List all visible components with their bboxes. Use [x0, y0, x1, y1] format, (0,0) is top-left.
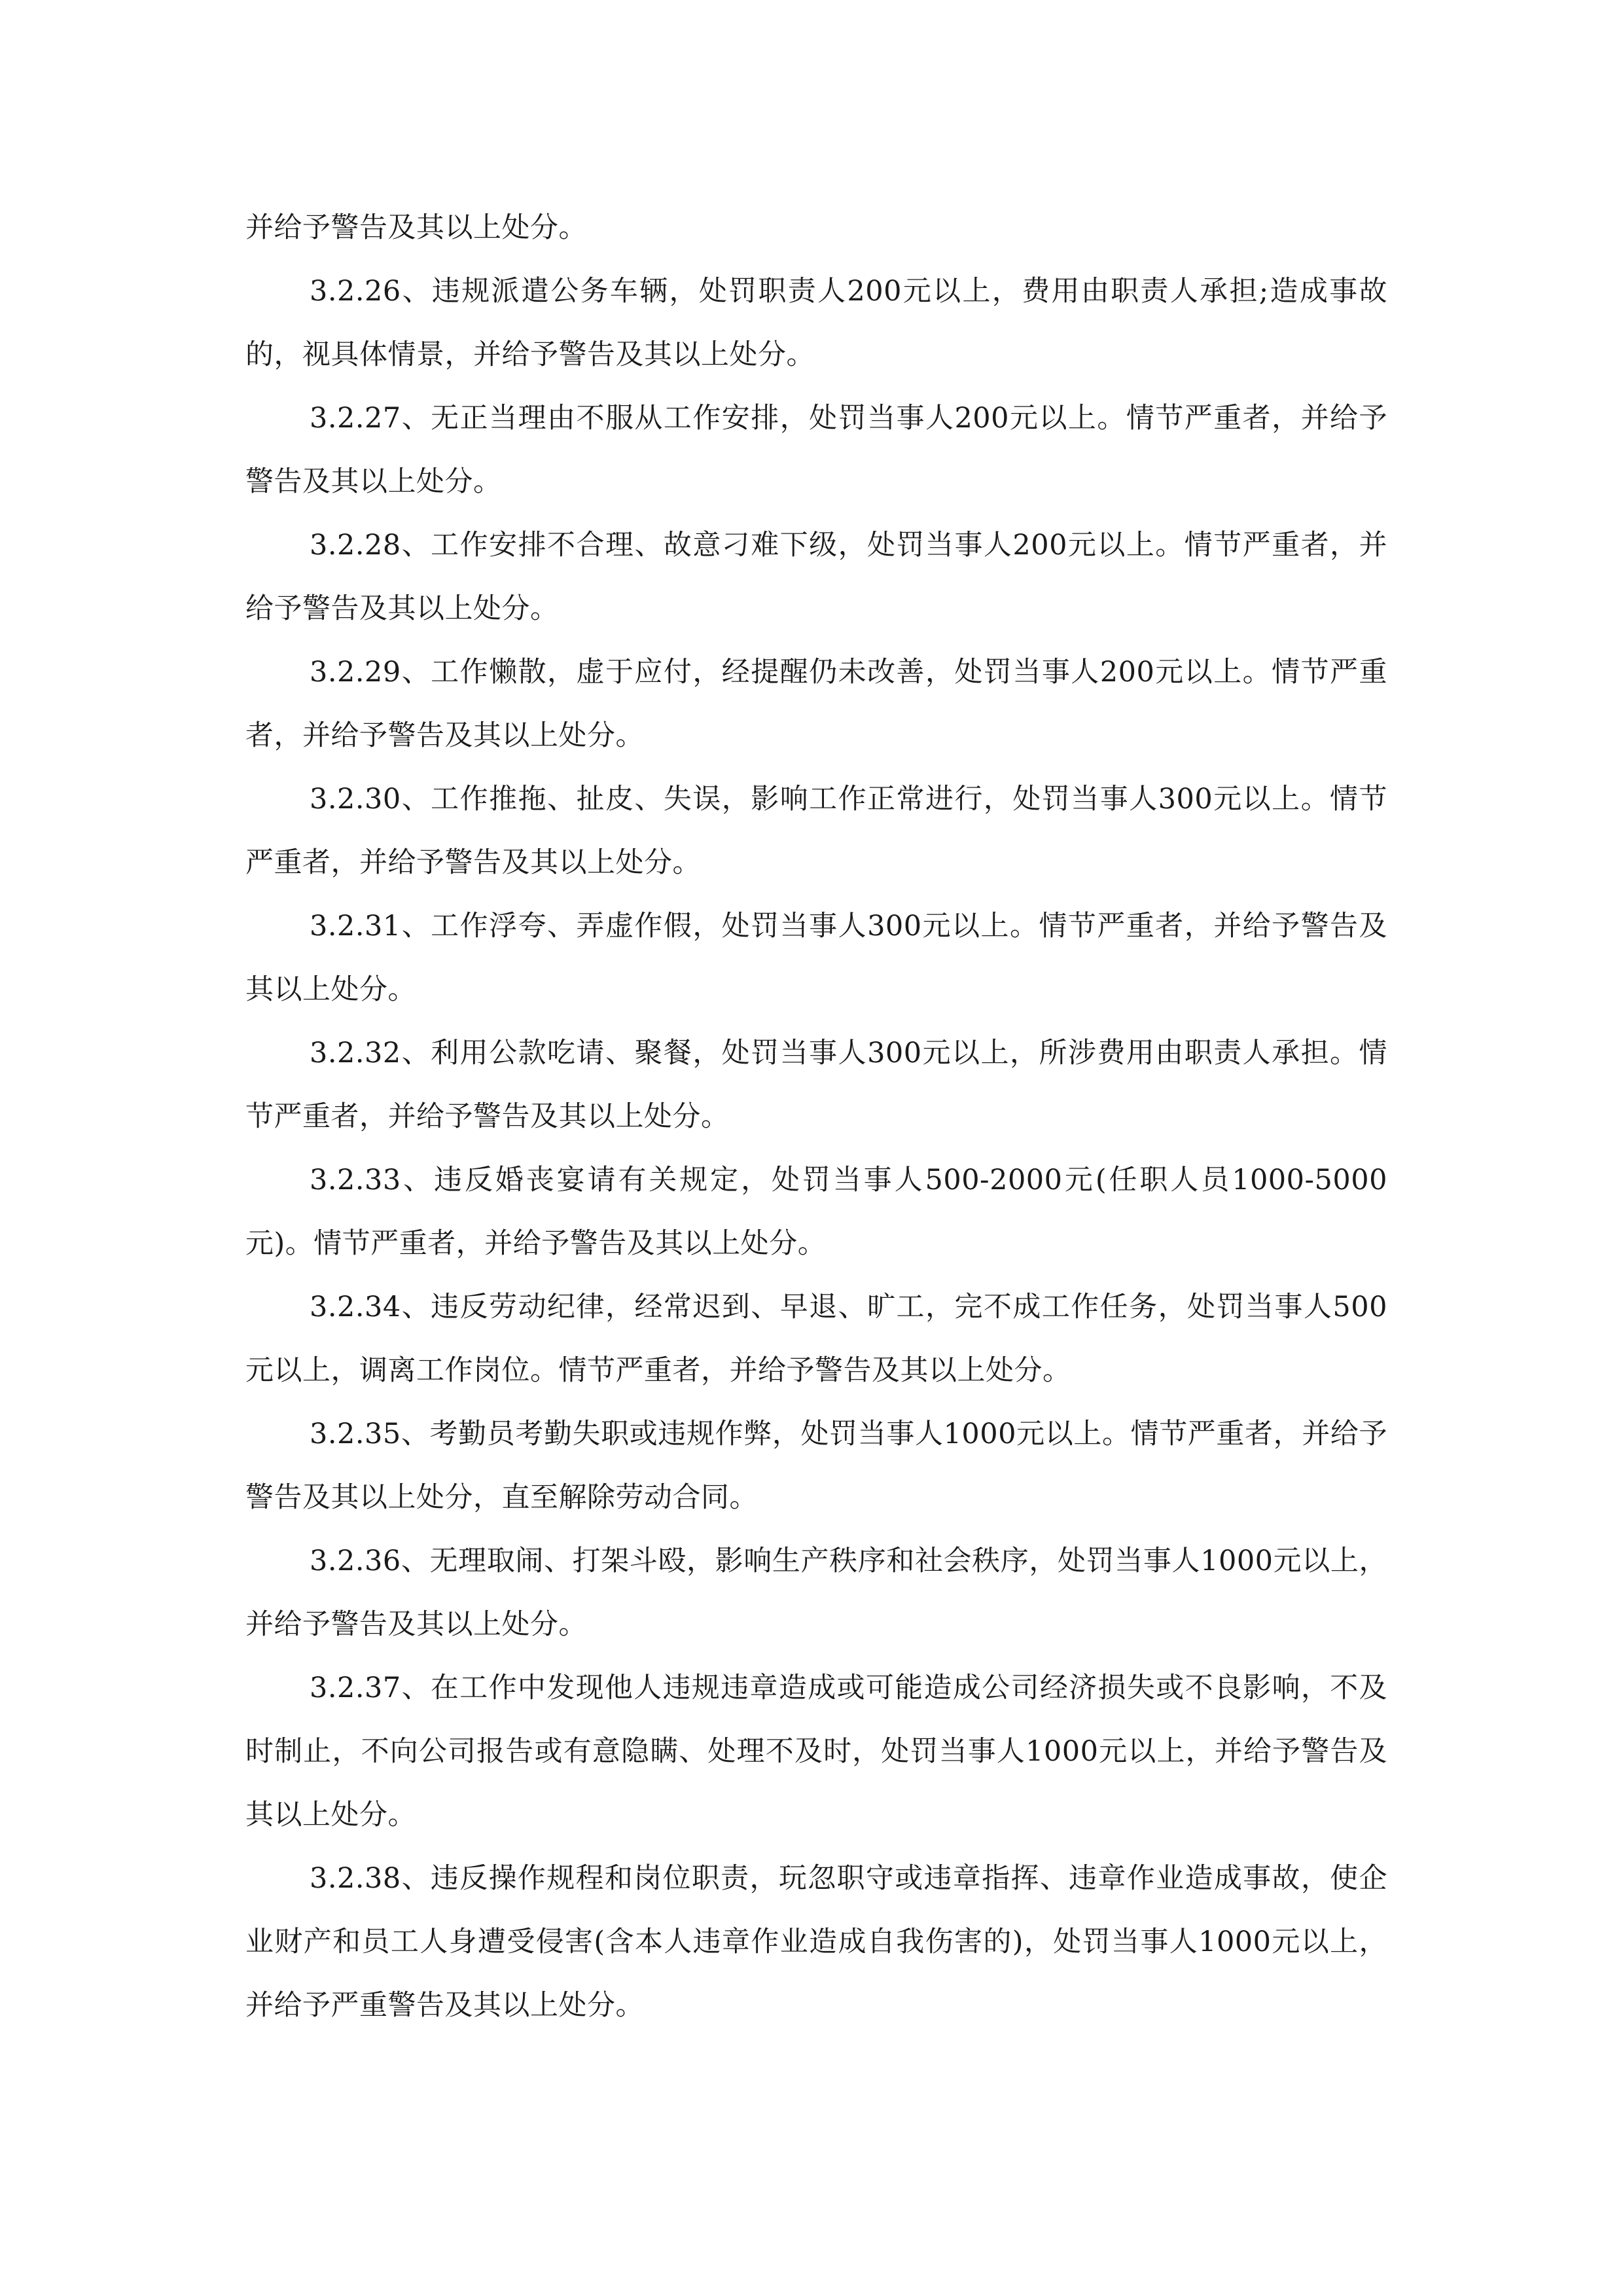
paragraph-3-2-34: 3.2.34、违反劳动纪律，经常迟到、早退、旷工，完不成工作任务，处罚当事人500元以上，调离工作岗位。情节严重者，并给予警告及其以上处分。 [245, 1291, 1387, 1387]
document-body [245, 196, 1387, 2037]
paragraph-3-2-29: 3.2.29、工作懒散，虚于应付，经提醒仍未改善，处罚当事人200元以上。情节严重者，并给予警告及其以上处分。 [245, 656, 1387, 752]
paragraph-3-2-38: 3.2.38、违反操作规程和岗位职责，玩忽职守或违章指挥、违章作业造成事故，使企业财产和员工人身遭受侵害(含本人违章作业造成自我伤害的)，处罚当事人1000元以上，并给予严重警告及其以上处分。 [245, 1862, 1387, 2022]
paragraph-3-2-31: 3.2.31、工作浮夸、弄虚作假，处罚当事人300元以上。情节严重者，并给予警告及其以上处分。 [245, 910, 1387, 1006]
paragraph-3-2-32: 3.2.32、利用公款吃请、聚餐，处罚当事人300元以上，所涉费用由职责人承担。情节严重者，并给予警告及其以上处分。 [245, 1037, 1387, 1133]
paragraph-3-2-37: 3.2.37、在工作中发现他人违规违章造成或可能造成公司经济损失或不良影响，不及时制止，不向公司报告或有意隐瞒、处理不及时，处罚当事人1000元以上，并给予警告及其以上处分。 [245, 1672, 1387, 1831]
paragraph-3-2-26: 3.2.26、违规派遣公务车辆，处罚职责人200元以上，费用由职责人承担;造成事故的，视具体情景，并给予警告及其以上处分。 [245, 275, 1387, 371]
paragraph-3-2-33: 3.2.33、违反婚丧宴请有关规定，处罚当事人500-2000元(任职人员1000-5000元)。情节严重者，并给予警告及其以上处分。 [245, 1164, 1387, 1260]
paragraph-3-2-28: 3.2.28、工作安排不合理、故意刁难下级，处罚当事人200元以上。情节严重者，并给予警告及其以上处分。 [245, 529, 1387, 625]
paragraph-3-2-30: 3.2.30、工作推拖、扯皮、失误，影响工作正常进行，处罚当事人300元以上。情节严重者，并给予警告及其以上处分。 [245, 783, 1387, 879]
paragraph-3-2-27: 3.2.27、无正当理由不服从工作安排，处罚当事人200元以上。情节严重者，并给予警告及其以上处分。 [245, 402, 1387, 498]
paragraph-3-2-36: 3.2.36、无理取闹、打架斗殴，影响生产秩序和社会秩序，处罚当事人1000元以上，并给予警告及其以上处分。 [245, 1545, 1387, 1641]
paragraph-continuation: 并给予警告及其以上处分。 [245, 211, 587, 244]
paragraph-3-2-35: 3.2.35、考勤员考勤失职或违规作弊，处罚当事人1000元以上。情节严重者，并给予警告及其以上处分，直至解除劳动合同。 [245, 1418, 1387, 1514]
